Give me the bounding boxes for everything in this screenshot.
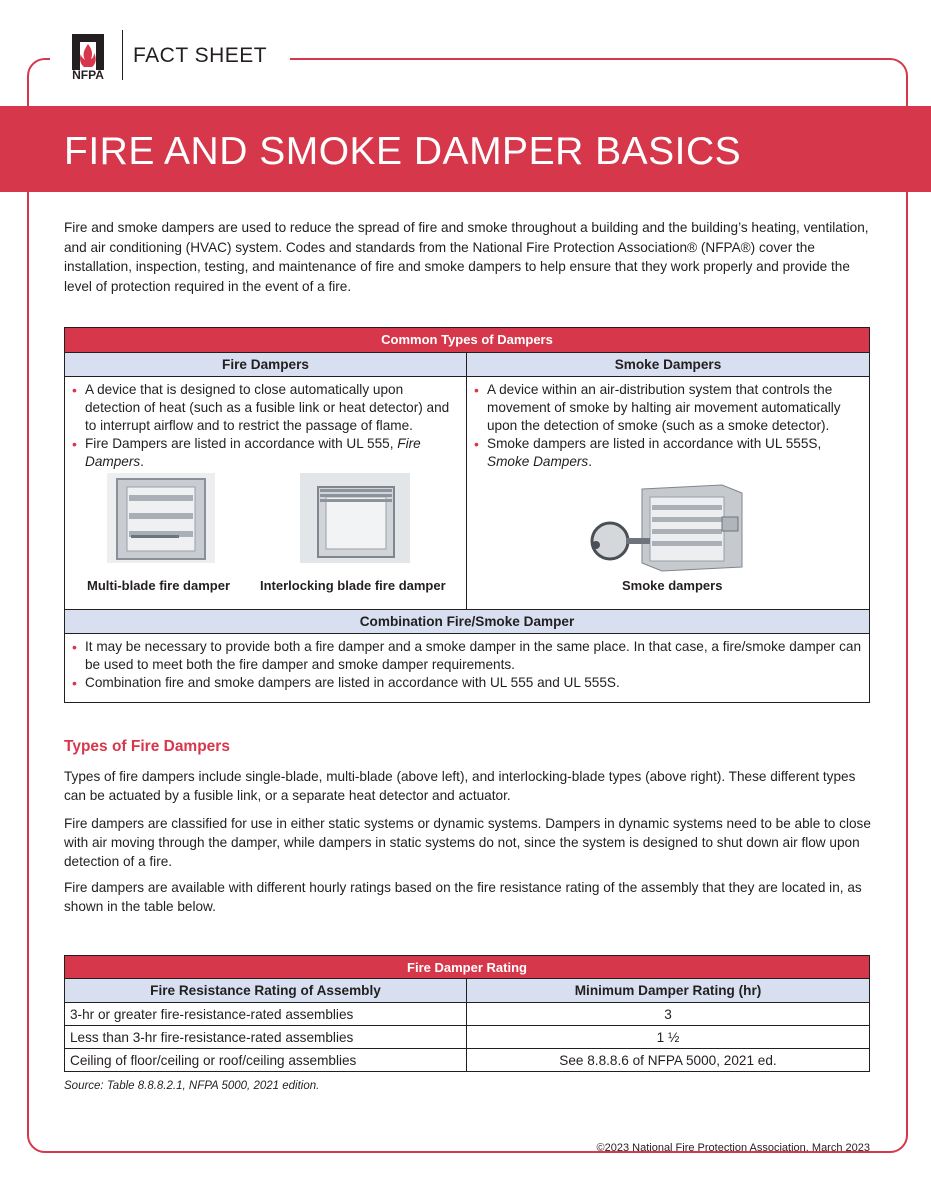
rating-table — [64, 955, 870, 1072]
rating-table-title: Fire Damper Rating — [65, 956, 870, 979]
combo-bullet-1: • It may be necessary to provide both a fire damper and a smoke damper in the same place. In that case, a fire/smoke damper can be used to meet both the fire damper and smoke damper requirements. — [85, 638, 861, 674]
intro-paragraph: Fire and smoke dampers are used to reduce the spread of fire and smoke throughout a building and the building’s heating, ventilation, and air conditioning (HVAC) system. Codes and standards from the National Fire Protection Association® (NFPA®) cover the installation, inspection, testing, and maintenance of fire and smoke dampers to help ensure that they work properly and provide the level of protection required in the event of a fire. — [64, 220, 869, 294]
interlocking-blade-caption: Interlocking blade fire damper — [260, 578, 446, 593]
fire-bullet-1: • A device that is designed to close automatically upon detection of heat (such as a fusible link or heat detector) and to interrupt airflow and to restrict the passage of flame. — [85, 381, 458, 435]
fact-sheet-label: FACT SHEET — [133, 44, 268, 67]
rating-col-minimum: Minimum Damper Rating (hr) — [467, 979, 870, 1003]
assembly-cell: Less than 3-hr fire-resistance-rated assemblies — [65, 1026, 467, 1049]
types-heading: Types of Fire Dampers — [64, 738, 230, 755]
table-row — [65, 1026, 870, 1049]
smoke-dampers-heading: Smoke Dampers — [467, 352, 869, 376]
interlocking-blade-damper-image — [300, 473, 410, 563]
combo-bullet-2: • Combination fire and smoke dampers are listed in accordance with UL 555 and UL 555S. — [85, 674, 861, 692]
table-row — [65, 1049, 870, 1072]
multi-blade-damper-image — [107, 473, 215, 563]
smoke-damper-image — [582, 483, 752, 573]
dampers-table — [64, 327, 870, 703]
combo-heading: Combination Fire/Smoke Damper — [65, 609, 869, 633]
title-banner — [0, 106, 931, 192]
fire-bullet-2-title: Fire Dampers — [85, 436, 421, 469]
smoke-bullet-2 — [487, 435, 861, 471]
fire-bullet-2-text: Fire Dampers are listed in accordance with UL 555, — [85, 436, 398, 451]
table-row — [65, 1003, 870, 1026]
types-paragraph-2: Fire dampers are classified for use in either static systems or dynamic systems. Dampers in dynamic systems need to be able to close with air moving through the damper, while dampers in static systems do not, since the system is designed to shut down air flow upon detection of a fire. — [64, 816, 871, 869]
rating-cell: 3 — [467, 1003, 870, 1026]
rating-cell: 1 ½ — [467, 1026, 870, 1049]
dampers-table-title: Common Types of Dampers — [65, 328, 869, 352]
assembly-cell: 3-hr or greater fire-resistance-rated assemblies — [65, 1003, 467, 1026]
rating-cell: See 8.8.8.6 of NFPA 5000, 2021 ed. — [467, 1049, 870, 1072]
fire-bullet-2 — [85, 435, 458, 471]
smoke-bullet-2-title: Smoke Dampers — [487, 454, 589, 469]
multi-blade-caption: Multi-blade fire damper — [87, 578, 231, 593]
header-divider — [122, 30, 123, 80]
smoke-bullet-2-end: . — [588, 454, 593, 469]
fire-dampers-column — [65, 352, 467, 609]
fire-dampers-heading: Fire Dampers — [65, 352, 466, 376]
copyright-footer: ©2023 National Fire Protection Association. March 2023 — [596, 1142, 870, 1154]
smoke-dampers-caption: Smoke dampers — [622, 578, 723, 593]
fire-bullet-2-end: . — [140, 454, 144, 469]
page-title: FIRE AND SMOKE DAMPER BASICS — [64, 130, 742, 173]
types-paragraph-3: Fire dampers are available with different hourly ratings based on the fire resistance rating of the assembly that they are located in, as shown in the table below. — [64, 880, 862, 914]
smoke-dampers-column — [467, 352, 869, 609]
table-source: Source: Table 8.8.8.2.1, NFPA 5000, 2021 edition. — [64, 1080, 320, 1092]
logo-text: NFPA — [72, 68, 104, 82]
smoke-bullet-2-text: Smoke dampers are listed in accordance with UL 555S, — [487, 436, 822, 451]
smoke-bullet-1: • A device within an air-distribution system that controls the movement of smoke by halting air movement automatically upon the detection of smoke (such as a smoke detector). — [487, 381, 861, 435]
rating-col-assembly: Fire Resistance Rating of Assembly — [65, 979, 467, 1003]
assembly-cell: Ceiling of floor/ceiling or roof/ceiling assemblies — [65, 1049, 467, 1072]
types-paragraph-1: Types of fire dampers include single-blade, multi-blade (above left), and interlocking-blade types (above right). These different types can be actuated by a fusible link, or a separate heat detector and actuator. — [64, 769, 856, 803]
